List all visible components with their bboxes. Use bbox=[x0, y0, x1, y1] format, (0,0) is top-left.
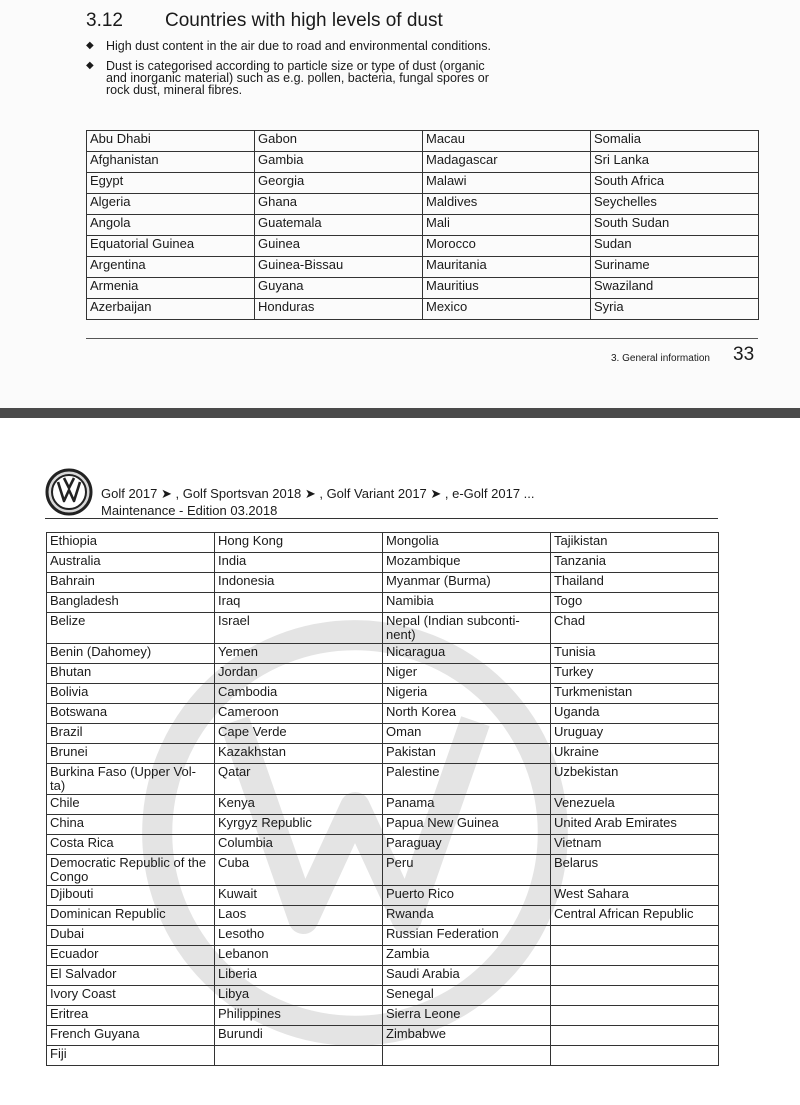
table-cell: Uruguay bbox=[551, 724, 719, 744]
table-cell: South Sudan bbox=[591, 215, 759, 236]
table-cell: Peru bbox=[383, 855, 551, 886]
table-row bbox=[47, 946, 719, 966]
table-cell: North Korea bbox=[383, 704, 551, 724]
table-cell: Benin (Dahomey) bbox=[47, 644, 215, 664]
table-cell: Qatar bbox=[215, 764, 383, 795]
section-number: 3.12 bbox=[86, 10, 123, 31]
table-cell: Saudi Arabia bbox=[383, 966, 551, 986]
table-cell: Dubai bbox=[47, 926, 215, 946]
table-row bbox=[47, 704, 719, 724]
table-cell: Sri Lanka bbox=[591, 152, 759, 173]
table-cell: Kuwait bbox=[215, 886, 383, 906]
table-cell: Kazakhstan bbox=[215, 744, 383, 764]
table-cell: Namibia bbox=[383, 593, 551, 613]
table-row bbox=[47, 886, 719, 906]
table-cell: Guatemala bbox=[255, 215, 423, 236]
footer-chapter: 3. General information bbox=[611, 353, 710, 364]
table-cell: Angola bbox=[87, 215, 255, 236]
table-cell: Democratic Republic of the Congo bbox=[47, 855, 215, 886]
table-row bbox=[87, 194, 759, 215]
table-row bbox=[47, 815, 719, 835]
table-cell: Eritrea bbox=[47, 1006, 215, 1026]
table-row bbox=[87, 257, 759, 278]
table-row bbox=[47, 684, 719, 704]
table-cell: Uzbekistan bbox=[551, 764, 719, 795]
table-cell: Paraguay bbox=[383, 835, 551, 855]
table-row bbox=[47, 724, 719, 744]
table-cell: Panama bbox=[383, 795, 551, 815]
table-cell: Syria bbox=[591, 299, 759, 320]
table-cell: Australia bbox=[47, 553, 215, 573]
table-cell: Bahrain bbox=[47, 573, 215, 593]
page-divider bbox=[0, 408, 800, 418]
table-cell: Costa Rica bbox=[47, 835, 215, 855]
table-cell: Bangladesh bbox=[47, 593, 215, 613]
table-cell: Nicaragua bbox=[383, 644, 551, 664]
table-cell: Cameroon bbox=[215, 704, 383, 724]
table-cell: Myanmar (Burma) bbox=[383, 573, 551, 593]
table-cell: Vietnam bbox=[551, 835, 719, 855]
table-cell: Burundi bbox=[215, 1026, 383, 1046]
table-cell: Niger bbox=[383, 664, 551, 684]
table-row bbox=[47, 744, 719, 764]
table-row bbox=[87, 278, 759, 299]
bullet-item bbox=[86, 60, 506, 96]
bullet-icon: ◆ bbox=[86, 60, 94, 71]
table-cell: United Arab Emirates bbox=[551, 815, 719, 835]
bullet-text: Dust is categorised according to particle size or type of dust (organic and inorganic material) such as e.g. pollen, bacteria, fungal spores or rock dust, mineral fibres. bbox=[106, 59, 489, 97]
table-cell: Guyana bbox=[255, 278, 423, 299]
table-cell: Guinea bbox=[255, 236, 423, 257]
table-cell: Kenya bbox=[215, 795, 383, 815]
table-cell: Morocco bbox=[423, 236, 591, 257]
table-cell: Mauritius bbox=[423, 278, 591, 299]
table-cell: Liberia bbox=[215, 966, 383, 986]
table-cell: Papua New Guinea bbox=[383, 815, 551, 835]
table-cell: West Sahara bbox=[551, 886, 719, 906]
table-cell bbox=[551, 1006, 719, 1026]
table-cell: Laos bbox=[215, 906, 383, 926]
table-cell: Ethiopia bbox=[47, 533, 215, 553]
section-title: Countries with high levels of dust bbox=[165, 10, 443, 31]
table-cell: Palestine bbox=[383, 764, 551, 795]
table-cell: Philippines bbox=[215, 1006, 383, 1026]
table-cell: Suriname bbox=[591, 257, 759, 278]
table-row bbox=[87, 152, 759, 173]
table-row bbox=[87, 299, 759, 320]
table-cell: Argentina bbox=[87, 257, 255, 278]
table-cell: Dominican Republic bbox=[47, 906, 215, 926]
vw-logo-icon bbox=[45, 468, 93, 516]
table-cell: Mali bbox=[423, 215, 591, 236]
table-row bbox=[47, 644, 719, 664]
bullet-item bbox=[86, 40, 506, 52]
table-cell: Azerbaijan bbox=[87, 299, 255, 320]
table-cell: Rwanda bbox=[383, 906, 551, 926]
table-cell bbox=[383, 1046, 551, 1066]
table-cell: Georgia bbox=[255, 173, 423, 194]
table-cell: Madagascar bbox=[423, 152, 591, 173]
table-cell bbox=[551, 1046, 719, 1066]
table-cell bbox=[551, 966, 719, 986]
table-cell: Israel bbox=[215, 613, 383, 644]
table-cell: El Salvador bbox=[47, 966, 215, 986]
table-row bbox=[47, 613, 719, 644]
table-cell: Nepal (Indian subconti-nent) bbox=[383, 613, 551, 644]
table-cell: China bbox=[47, 815, 215, 835]
table-cell: Tanzania bbox=[551, 553, 719, 573]
table-cell: French Guyana bbox=[47, 1026, 215, 1046]
table-cell: Algeria bbox=[87, 194, 255, 215]
table-body bbox=[87, 131, 759, 320]
table-cell: Gambia bbox=[255, 152, 423, 173]
table-cell: Lesotho bbox=[215, 926, 383, 946]
table-cell: Ukraine bbox=[551, 744, 719, 764]
table-cell bbox=[551, 926, 719, 946]
table-cell: Fiji bbox=[47, 1046, 215, 1066]
table-cell: Columbia bbox=[215, 835, 383, 855]
table-cell: Cuba bbox=[215, 855, 383, 886]
table-cell: Russian Federation bbox=[383, 926, 551, 946]
dust-countries-table-continued bbox=[46, 532, 719, 1066]
table-cell: Afghanistan bbox=[87, 152, 255, 173]
table-cell bbox=[551, 946, 719, 966]
table-cell: Iraq bbox=[215, 593, 383, 613]
table-cell: Mongolia bbox=[383, 533, 551, 553]
header-models: Golf 2017 ➤ , Golf Sportsvan 2018 ➤ , Golf Variant 2017 ➤ , e-Golf 2017 ... bbox=[101, 486, 535, 501]
table-cell bbox=[215, 1046, 383, 1066]
table-cell: Indonesia bbox=[215, 573, 383, 593]
bullet-icon: ◆ bbox=[86, 40, 94, 51]
table-cell: Cambodia bbox=[215, 684, 383, 704]
table-cell: Hong Kong bbox=[215, 533, 383, 553]
table-row bbox=[47, 835, 719, 855]
table-cell: Puerto Rico bbox=[383, 886, 551, 906]
table-cell: Togo bbox=[551, 593, 719, 613]
table-cell: Turkey bbox=[551, 664, 719, 684]
table-row bbox=[47, 1046, 719, 1066]
table-cell bbox=[551, 986, 719, 1006]
table-row bbox=[47, 986, 719, 1006]
table-cell: Seychelles bbox=[591, 194, 759, 215]
table-row bbox=[47, 906, 719, 926]
table-row bbox=[47, 1006, 719, 1026]
table-body bbox=[47, 533, 719, 1066]
table-cell: Swaziland bbox=[591, 278, 759, 299]
table-row bbox=[47, 855, 719, 886]
table-cell: Lebanon bbox=[215, 946, 383, 966]
table-row bbox=[47, 553, 719, 573]
table-cell: Burkina Faso (Upper Vol-ta) bbox=[47, 764, 215, 795]
header-rule bbox=[45, 518, 718, 519]
dust-countries-table bbox=[86, 130, 759, 320]
table-row bbox=[87, 236, 759, 257]
table-cell: Belarus bbox=[551, 855, 719, 886]
table-cell: Thailand bbox=[551, 573, 719, 593]
table-row bbox=[47, 1026, 719, 1046]
table-cell: Pakistan bbox=[383, 744, 551, 764]
document-page-top bbox=[0, 0, 800, 408]
table-cell: Brunei bbox=[47, 744, 215, 764]
table-cell: Equatorial Guinea bbox=[87, 236, 255, 257]
table-cell: Jordan bbox=[215, 664, 383, 684]
table-cell: Somalia bbox=[591, 131, 759, 152]
table-cell: Gabon bbox=[255, 131, 423, 152]
table-cell: Sudan bbox=[591, 236, 759, 257]
table-cell: Malawi bbox=[423, 173, 591, 194]
table-cell: Mexico bbox=[423, 299, 591, 320]
table-cell: Abu Dhabi bbox=[87, 131, 255, 152]
table-cell: Cape Verde bbox=[215, 724, 383, 744]
table-cell: Honduras bbox=[255, 299, 423, 320]
table-cell: Sierra Leone bbox=[383, 1006, 551, 1026]
table-cell: Maldives bbox=[423, 194, 591, 215]
table-row bbox=[87, 131, 759, 152]
table-cell: Ghana bbox=[255, 194, 423, 215]
table-row bbox=[87, 173, 759, 194]
table-cell: India bbox=[215, 553, 383, 573]
table-cell: Oman bbox=[383, 724, 551, 744]
table-cell: Mauritania bbox=[423, 257, 591, 278]
table-cell: Uganda bbox=[551, 704, 719, 724]
table-row bbox=[47, 664, 719, 684]
table-cell: Senegal bbox=[383, 986, 551, 1006]
table-cell: Armenia bbox=[87, 278, 255, 299]
table-cell: Tunisia bbox=[551, 644, 719, 664]
document-page-bottom bbox=[0, 418, 800, 1105]
table-row bbox=[87, 215, 759, 236]
table-cell: Ecuador bbox=[47, 946, 215, 966]
table-cell: Macau bbox=[423, 131, 591, 152]
table-row bbox=[47, 573, 719, 593]
table-cell: Brazil bbox=[47, 724, 215, 744]
table-cell: Botswana bbox=[47, 704, 215, 724]
table-cell: Venezuela bbox=[551, 795, 719, 815]
bullet-list bbox=[86, 40, 506, 104]
header-edition: Maintenance - Edition 03.2018 bbox=[101, 503, 278, 518]
bullet-text: High dust content in the air due to road and environmental conditions. bbox=[106, 39, 491, 53]
table-cell: Tajikistan bbox=[551, 533, 719, 553]
table-row bbox=[47, 795, 719, 815]
page-number: 33 bbox=[733, 344, 755, 365]
table-cell: Kyrgyz Republic bbox=[215, 815, 383, 835]
table-cell: Central African Republic bbox=[551, 906, 719, 926]
table-cell: Bolivia bbox=[47, 684, 215, 704]
table-cell bbox=[551, 1026, 719, 1046]
table-cell: Guinea-Bissau bbox=[255, 257, 423, 278]
table-cell: Zimbabwe bbox=[383, 1026, 551, 1046]
footer-rule bbox=[86, 338, 758, 339]
table-cell: Chile bbox=[47, 795, 215, 815]
table-cell: Ivory Coast bbox=[47, 986, 215, 1006]
table-cell: Chad bbox=[551, 613, 719, 644]
table-cell: Mozambique bbox=[383, 553, 551, 573]
table-cell: South Africa bbox=[591, 173, 759, 194]
table-cell: Yemen bbox=[215, 644, 383, 664]
table-row bbox=[47, 926, 719, 946]
table-cell: Zambia bbox=[383, 946, 551, 966]
table-cell: Libya bbox=[215, 986, 383, 1006]
table-row bbox=[47, 966, 719, 986]
table-cell: Belize bbox=[47, 613, 215, 644]
table-cell: Egypt bbox=[87, 173, 255, 194]
table-cell: Bhutan bbox=[47, 664, 215, 684]
table-cell: Turkmenistan bbox=[551, 684, 719, 704]
table-row bbox=[47, 764, 719, 795]
table-row bbox=[47, 593, 719, 613]
table-cell: Nigeria bbox=[383, 684, 551, 704]
table-row bbox=[47, 533, 719, 553]
table-cell: Djibouti bbox=[47, 886, 215, 906]
